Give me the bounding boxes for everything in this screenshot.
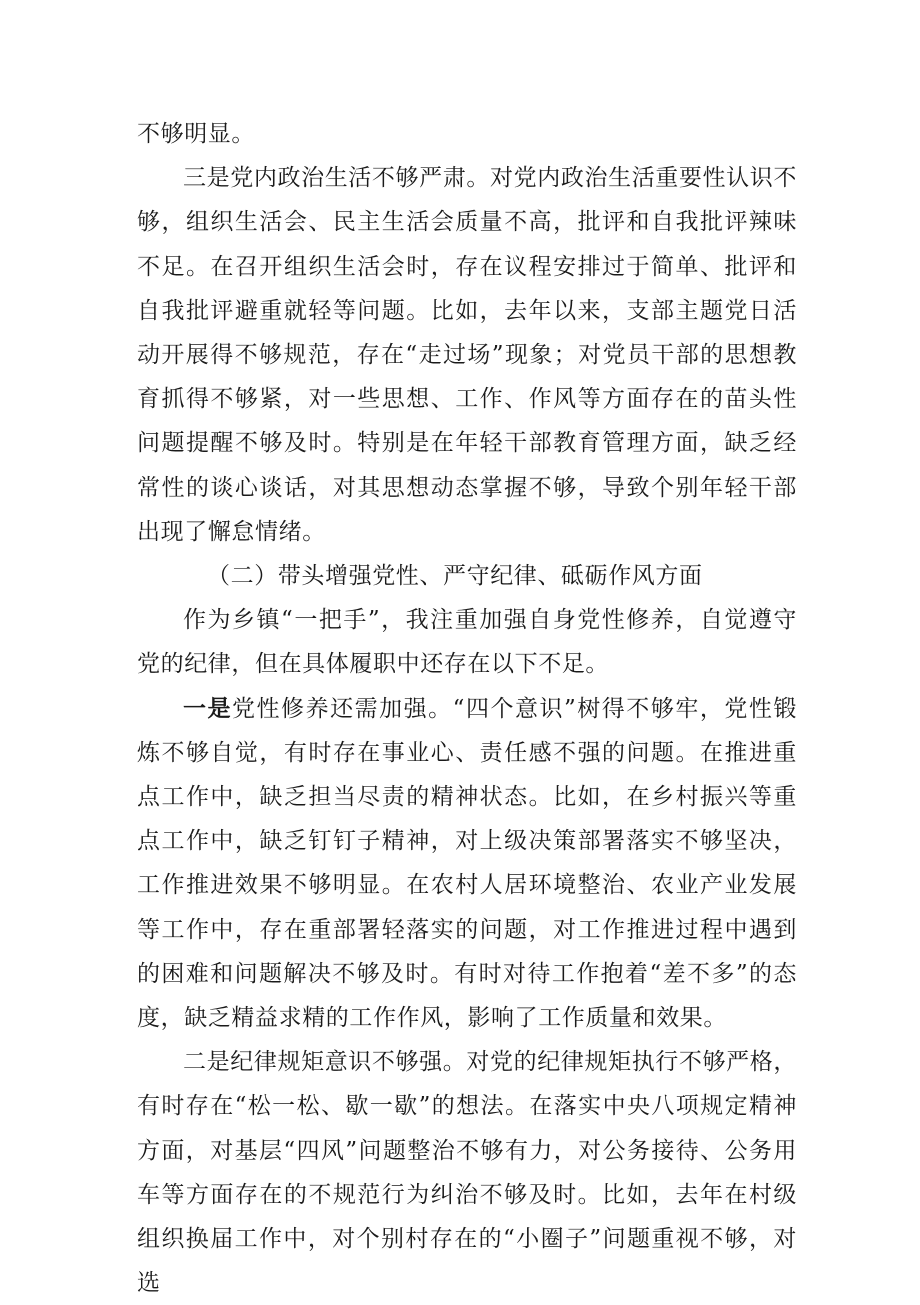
paragraph-text: 二是纪律规矩意识不够强。对党的纪律规矩执行不够严格，有时存在“松一松、歇一歇”的想法。在落实中央八项规定精神方面，对基层“四风”问题整治不够有力，对公务接待、公务用车等方面存在的不规范行为纠治不够及时。比如，去年在村级组织换届工作中，对个别村存在的“小圈子”问题重视不够，对选	[137, 1049, 797, 1297]
document-body	[137, 112, 797, 1305]
section-heading	[137, 554, 797, 598]
paragraph-intro	[137, 598, 797, 686]
paragraph-political-life	[137, 156, 797, 554]
paragraph-lead: 一是	[183, 694, 233, 722]
section-heading-text: （二）带头增强党性、严守纪律、砥砺作风方面	[207, 563, 703, 590]
paragraph-text: 作为乡镇“一把手”，我注重加强自身党性修养，自觉遵守党的纪律，但在具体履职中还存在以下不足。	[137, 607, 797, 678]
paragraph-party-spirit	[137, 687, 797, 1041]
paragraph-text: 不够明显。	[137, 121, 255, 147]
paragraph-continuation	[137, 112, 797, 156]
paragraph-discipline	[137, 1040, 797, 1305]
paragraph-text: 三是党内政治生活不够严肃。对党内政治生活重要性认识不够，组织生活会、民主生活会质量不高，批评和自我批评辣味不足。在召开组织生活会时，存在议程安排过于简单、批评和自我批评避重就轻等问题。比如，去年以来，支部主题党日活动开展得不够规范，存在“走过场”现象；对党员干部的思想教育抓得不够紧，对一些思想、工作、作风等方面存在的苗头性问题提醒不够及时。特别是在年轻干部教育管理方面，缺乏经常性的谈心谈话，对其思想动态掌握不够，导致个别年轻干部出现了懈怠情绪。	[137, 165, 797, 545]
paragraph-text: 党性修养还需加强。“四个意识”树得不够牢，党性锻炼不够自觉，有时存在事业心、责任感不强的问题。在推进重点工作中，缺乏担当尽责的精神状态。比如，在乡村振兴等重点工作中，缺乏钉钉子精神，对上级决策部署落实不够坚决，工作推进效果不够明显。在农村人居环境整治、农业产业发展等工作中，存在重部署轻落实的问题，对工作推进过程中遇到的困难和问题解决不够及时。有时对待工作抱着“差不多”的态度，缺乏精益求精的工作作风，影响了工作质量和效果。	[137, 695, 797, 1032]
